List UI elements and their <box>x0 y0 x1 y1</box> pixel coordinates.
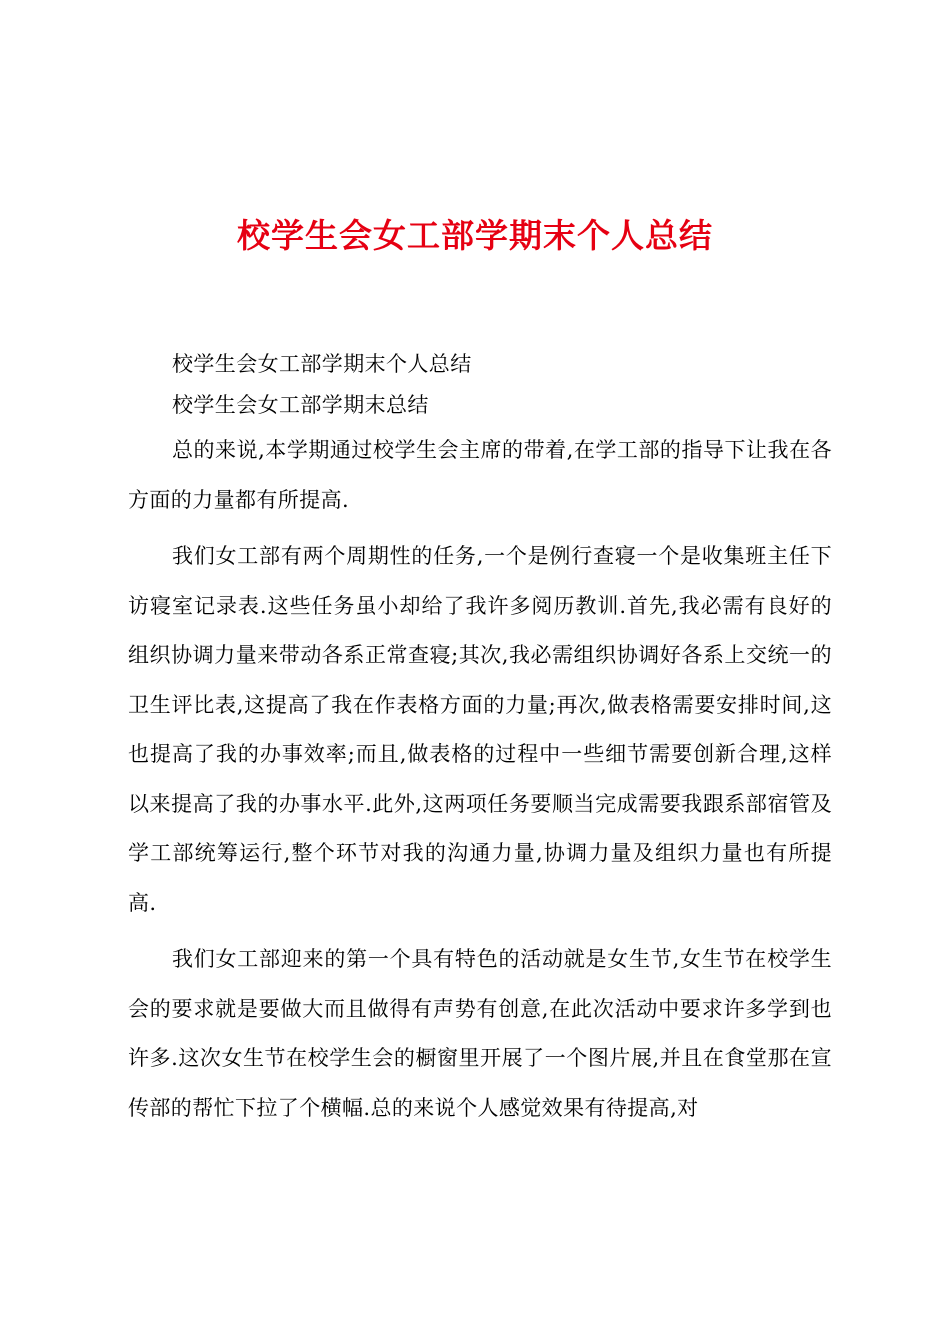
body-paragraph-intro: 总的来说,本学期通过校学生会主席的带着,在学工部的指导下让我在各方面的力量都有所提高. <box>128 438 832 512</box>
document-body <box>128 344 832 1140</box>
body-heading-line: 校学生会女工部学期末个人总结 <box>172 352 472 376</box>
document-title: 校学生会女工部学期末个人总结 <box>237 216 713 255</box>
body-subheading-line: 校学生会女工部学期末总结 <box>172 393 429 417</box>
body-paragraph-girls-day: 我们女工部迎来的第一个具有特色的活动就是女生节,女生节在校学生会的要求就是要做大而且做得有声势有创意,在此次活动中要求许多学到也许多.这次女生节在校学生会的橱窗里开展了一个图片展,并且在食堂那在宣传部的帮忙下拉了个横幅.总的来说个人感觉效果有待提高,对 <box>128 947 832 1120</box>
body-paragraph-tasks: 我们女工部有两个周期性的任务,一个是例行查寝一个是收集班主任下访寝室记录表.这些任务虽小却给了我许多阅历教训.首先,我必需有良好的组织协调力量来带动各系正常查寝;其次,我必需组织协调好各系上交统一的卫生评比表,这提高了我在作表格方面的力量;再次,做表格需要安排时间,这也提高了我的办事效率;而且,做表格的过程中一些细节需要创新合理,这样以来提高了我的办事水平.此外,这两项任务要顺当完成需要我跟系部宿管及学工部统筹运行,整个环节对我的沟通力量,协调力量及组织力量也有所提高. <box>128 544 832 915</box>
